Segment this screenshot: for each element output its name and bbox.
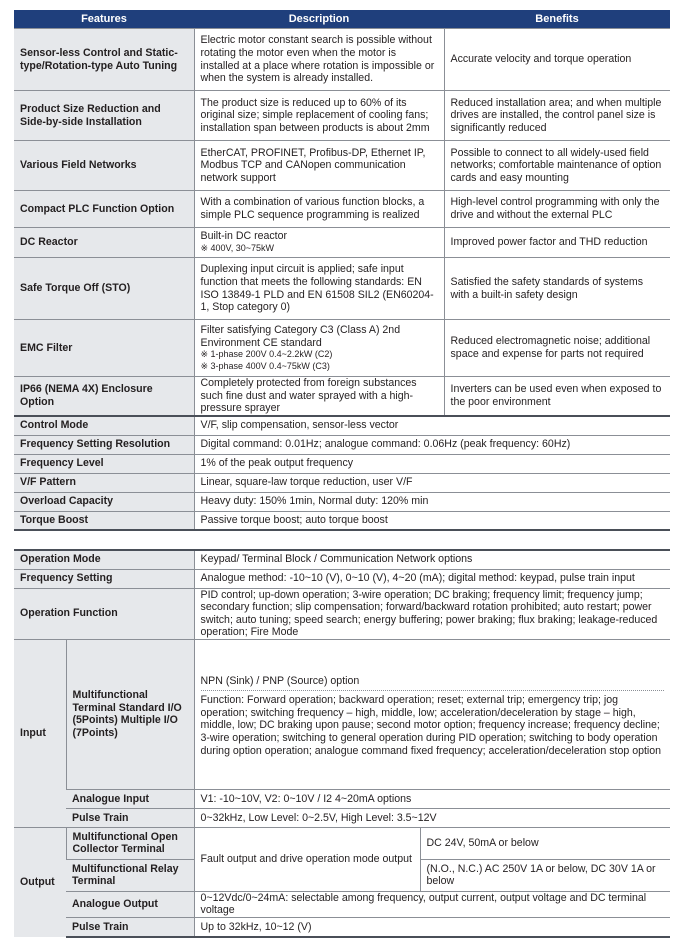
spec-value: NPN (Sink) / PNP (Source) option: [200, 674, 360, 687]
spec-value-cell: [194, 639, 670, 789]
table-row: [14, 588, 670, 639]
table-row: [14, 191, 670, 228]
spec-value: Digital command: 0.01Hz; analogue command: 0.06Hz (peak frequency: 60Hz): [194, 435, 670, 454]
feature-benefit: High-level control programming with only the drive and without the external PLC: [444, 191, 670, 228]
feature-note: ※ 3-phase 400V 0.4~75kW (C3): [200, 360, 330, 371]
features-header: [14, 10, 670, 28]
table-row: [14, 258, 670, 320]
table-row: [14, 789, 670, 808]
spec-label: Multifunctional Relay Terminal: [66, 859, 194, 891]
table-row: [14, 639, 670, 789]
spec-label: Analogue Input: [66, 789, 194, 808]
table-row: [14, 550, 670, 569]
input-group-label: Input: [14, 639, 66, 827]
features-column-header: Features: [14, 10, 194, 28]
spec-label: Overload Capacity: [14, 492, 194, 511]
spec-value: DC 24V, 50mA or below: [420, 827, 670, 859]
feature-benefit: Accurate velocity and torque operation: [444, 29, 670, 91]
feature-benefit: Improved power factor and THD reduction: [444, 228, 670, 258]
spec-label: Analogue Output: [66, 891, 194, 917]
spec-label: Frequency Level: [14, 454, 194, 473]
feature-name: Sensor-less Control and Static-type/Rotation-type Auto Tuning: [14, 29, 194, 91]
spec-value: V/F, slip compensation, sensor-less vector: [194, 416, 670, 435]
benefits-column-header: Benefits: [444, 10, 670, 28]
table-row: [14, 827, 670, 859]
feature-name: Compact PLC Function Option: [14, 191, 194, 228]
feature-name: IP66 (NEMA 4X) Enclosure Option: [14, 377, 194, 416]
spec-label: Pulse Train: [66, 918, 194, 937]
features-table: [14, 28, 670, 416]
output-group-label: Output: [14, 827, 66, 936]
feature-name: Product Size Reduction and Side-by-side Installation: [14, 91, 194, 141]
spec-value: Passive torque boost; auto torque boost: [194, 511, 670, 530]
feature-benefit: Inverters can be used even when exposed to the poor environment: [444, 377, 670, 416]
table-row: [14, 91, 670, 141]
feature-description: With a combination of various function blocks, a simple PLC sequence programming is realized: [194, 191, 444, 228]
spec-value: PID control; up-down operation; 3-wire operation; DC braking; frequency limit; frequency jump; secondary function; slip compensation; forward/backward rotation prohibited; auto restart; power switch; auto tuning; speed search; energy buffering; power braking; flux braking; leakage-reduced operation; Fire Mode: [194, 588, 670, 639]
spec-value: 0~32kHz, Low Level: 0~2.5V, High Level: 3.5~12V: [194, 808, 670, 827]
spec-value: 1% of the peak output frequency: [194, 454, 670, 473]
table-row: [14, 320, 670, 377]
spec-label: Frequency Setting Resolution: [14, 435, 194, 454]
table-row: [14, 435, 670, 454]
feature-description-cell: [194, 320, 444, 377]
spec-value: (N.O., N.C.) AC 250V 1A or below, DC 30V 1A or below: [420, 859, 670, 891]
spec-value: Linear, square-law torque reduction, user V/F: [194, 473, 670, 492]
table-row: [14, 228, 670, 258]
feature-description: Built-in DC reactor: [200, 230, 288, 243]
table-row: [14, 454, 670, 473]
table-row: [14, 808, 670, 827]
table-row: [14, 569, 670, 588]
spec-value: Up to 32kHz, 10~12 (V): [194, 918, 670, 937]
feature-note: ※ 1-phase 200V 0.4~2.2kW (C2): [200, 349, 333, 360]
spec-label: Operation Function: [14, 588, 194, 639]
feature-note: ※ 400V, 30~75kW: [200, 243, 275, 254]
feature-name: DC Reactor: [14, 228, 194, 258]
table-row: [14, 891, 670, 917]
feature-description: EtherCAT, PROFINET, Profibus-DP, Ethernet IP, Modbus TCP and CANopen communication network support: [194, 141, 444, 191]
feature-benefit: Possible to connect to all widely-used field networks; comfortable maintenance of option cards and easy mounting: [444, 141, 670, 191]
spec-label: Torque Boost: [14, 511, 194, 530]
spec-value: Function: Forward operation; backward operation; reset; external trip; emergency trip; jog operation; switching frequency – high, middle, low; acceleration/deceleration by stage – high, middle, low; DC braking upon pause; second motor option; frequency increase; frequency decline; 3-wire operation; switching to general operation during PID operation; switching to body operation during option operation; analogue command fixed frequency; acceleration/deceleration stop option: [201, 690, 665, 757]
feature-name: EMC Filter: [14, 320, 194, 377]
feature-description: Filter satisfying Category C3 (Class A) 2nd Environment CE standard: [200, 323, 401, 349]
table-row: [14, 511, 670, 530]
feature-benefit: Satisfied the safety standards of systems with a built-in safety design: [444, 258, 670, 320]
spec-value: V1: -10~10V, V2: 0~10V / I2 4~20mA options: [194, 789, 670, 808]
table-row: [14, 473, 670, 492]
operation-io-table: [14, 549, 670, 938]
description-column-header: Description: [194, 10, 444, 28]
spec-label: Pulse Train: [66, 808, 194, 827]
feature-description: The product size is reduced up to 60% of its original size; simple replacement of cooling fans; installation span between products is about 2mm: [194, 91, 444, 141]
spec-label: V/F Pattern: [14, 473, 194, 492]
spec-label: Multifunctional Terminal Standard I/O (5Points) Multiple I/O (7Points): [66, 639, 194, 789]
table-row: [14, 141, 670, 191]
table-row: [14, 377, 670, 416]
feature-benefit: Reduced electromagnetic noise; additional space and expense for parts not required: [444, 320, 670, 377]
spec-value: Analogue method: -10~10 (V), 0~10 (V), 4~20 (mA); digital method: keypad, pulse train input: [194, 569, 670, 588]
control-spec-table: [14, 415, 670, 531]
feature-description: Completely protected from foreign substances such fine dust and water sprayed with a high-pressure sprayer: [194, 377, 444, 416]
table-row: [14, 492, 670, 511]
table-row: [14, 918, 670, 937]
spec-label: Multifunctional Open Collector Terminal: [66, 827, 194, 859]
spec-value: 0~12Vdc/0~24mA: selectable among frequency, output current, output voltage and DC terminal voltage: [194, 891, 670, 917]
table-row: [14, 29, 670, 91]
feature-benefit: Reduced installation area; and when multiple drives are installed, the control panel size is significantly reduced: [444, 91, 670, 141]
spec-value: Heavy duty: 150% 1min, Normal duty: 120% min: [194, 492, 670, 511]
feature-description-cell: [194, 228, 444, 258]
feature-name: Safe Torque Off (STO): [14, 258, 194, 320]
spec-label: Operation Mode: [14, 550, 194, 569]
feature-name: Various Field Networks: [14, 141, 194, 191]
spec-value: Keypad/ Terminal Block / Communication Network options: [194, 550, 670, 569]
spec-value: Fault output and drive operation mode output: [194, 827, 420, 891]
feature-description: Duplexing input circuit is applied; safe input function that meets the following standards: EN ISO 13849-1 PLD and EN 61508 SIL2 (EN60204-1, Stop category 0): [194, 258, 444, 320]
table-row: [14, 416, 670, 435]
spec-label: Frequency Setting: [14, 569, 194, 588]
spec-label: Control Mode: [14, 416, 194, 435]
feature-description: Electric motor constant search is possible without rotating the motor even when the motor is installed at a place where rotation is impossible or when the system is already installed.: [194, 29, 444, 91]
